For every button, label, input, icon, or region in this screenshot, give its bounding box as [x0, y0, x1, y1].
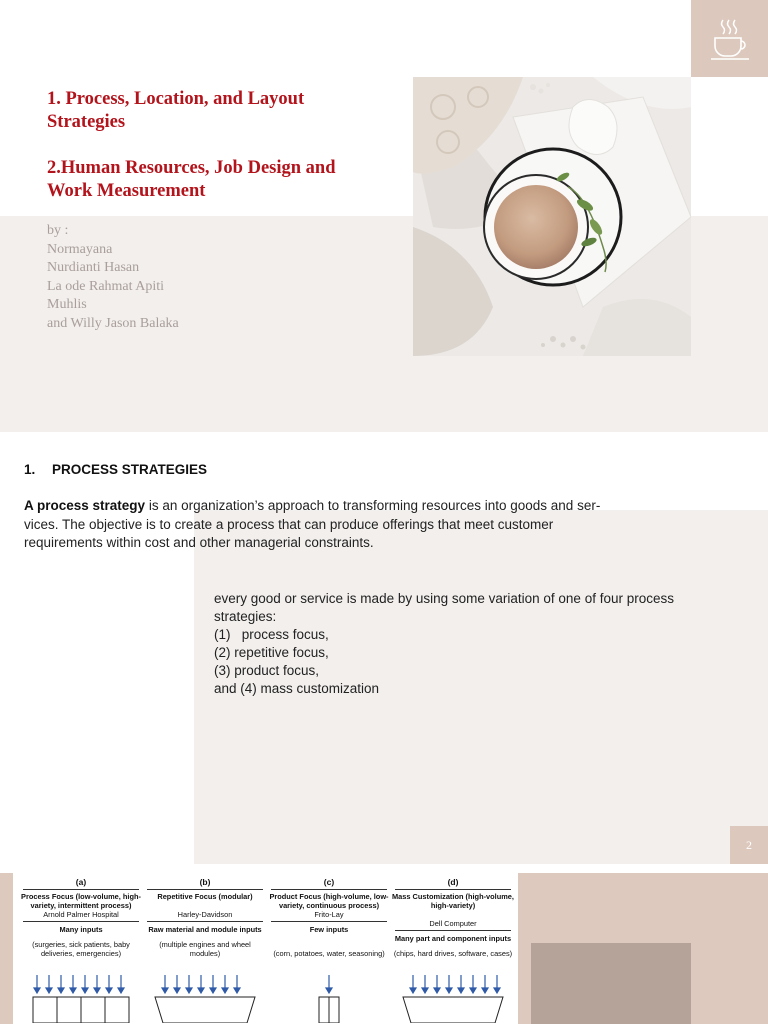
strategies-intro: every good or service is made by using some variation of one of four process strategies:	[214, 591, 674, 624]
process-types-figure	[13, 873, 518, 1024]
process-types-slide	[0, 864, 768, 1024]
column-focus: Mass Customization (high-volume, high-variety)	[392, 892, 514, 910]
column-examples: (surgeries, sick patients, baby deliveries, emergencies)	[32, 940, 130, 958]
title-line-1: 1. Process, Location, and Layout Strategies	[47, 89, 305, 132]
strategies-list	[214, 590, 684, 698]
coffee-cup-icon	[705, 14, 755, 64]
definition-paragraph	[24, 497, 614, 553]
column-examples: (chips, hard drives, software, cases)	[393, 949, 513, 958]
column-letter: (b)	[199, 877, 211, 887]
column-letter: (d)	[447, 877, 459, 887]
slide-title	[47, 88, 377, 203]
section-number: 1.	[24, 462, 36, 477]
column-company: Arnold Palmer Hospital	[43, 910, 119, 919]
many-inputs-arrows-icon	[19, 973, 143, 1023]
author-name: Muhlis	[47, 297, 87, 313]
slide-divider	[0, 864, 768, 873]
by-label: by :	[47, 223, 69, 238]
definition-term: A process strategy	[24, 498, 146, 513]
figure-column-product-focus	[267, 873, 391, 958]
column-inputs: Many inputs	[59, 925, 103, 934]
figure-column-repetitive-focus	[143, 873, 267, 958]
coffee-photo-illustration	[413, 77, 691, 356]
author-list	[47, 222, 179, 334]
author-name: and Willy Jason Balaka	[47, 315, 179, 331]
module-inputs-arrows-icon	[143, 973, 267, 1023]
column-focus: Process Focus (low-volume, high-variety, intermittent process)	[21, 892, 141, 910]
component-inputs-arrows-icon	[391, 973, 515, 1023]
column-company: Dell Computer	[429, 919, 477, 928]
column-focus: Product Focus (high-volume, low-variety, continuous process)	[269, 892, 389, 910]
column-focus: Repetitive Focus (modular)	[157, 892, 253, 901]
author-name: Nurdianti Hasan	[47, 260, 140, 276]
coffee-cup-photo	[413, 77, 691, 356]
title-slide	[0, 0, 768, 432]
list-item: and (4) mass customization	[214, 681, 380, 696]
list-item: (1) process focus,	[214, 627, 329, 642]
column-inputs: Few inputs	[309, 925, 349, 934]
column-company: Frito-Lay	[314, 910, 344, 919]
list-item: (2) repetitive focus,	[214, 645, 329, 660]
author-name: La ode Rahmat Apiti	[47, 278, 165, 294]
definition-text: is an organization’s approach to transforming resources into goods and ser-vices. The objective is to create a process that can produce offerings that meet customer requirements within cost and other managerial constraints.	[24, 498, 601, 550]
slide-number: 2	[730, 826, 768, 864]
figure-column-mass-customization	[391, 873, 515, 958]
column-examples: (corn, potatoes, water, seasoning)	[273, 949, 385, 958]
column-inputs: Raw material and module inputs	[148, 925, 262, 934]
column-letter: (a)	[75, 877, 87, 887]
section-title: PROCESS STRATEGIES	[52, 462, 208, 477]
column-examples: (multiple engines and wheel modules)	[159, 940, 251, 958]
decorative-block	[531, 943, 691, 1024]
column-company: Harley-Davidson	[177, 910, 233, 919]
process-strategies-slide	[0, 432, 768, 864]
section-heading	[24, 462, 207, 477]
list-item: (3) product focus,	[214, 663, 320, 678]
column-inputs: Many part and component inputs	[394, 934, 512, 943]
column-letter: (c)	[323, 877, 335, 887]
few-inputs-arrow-icon	[267, 973, 391, 1023]
title-line-2: 2.Human Resources, Job Design and Work Measurement	[47, 158, 336, 201]
author-name: Normayana	[47, 241, 113, 257]
corner-badge	[691, 0, 768, 77]
figure-column-process-focus	[19, 873, 143, 958]
